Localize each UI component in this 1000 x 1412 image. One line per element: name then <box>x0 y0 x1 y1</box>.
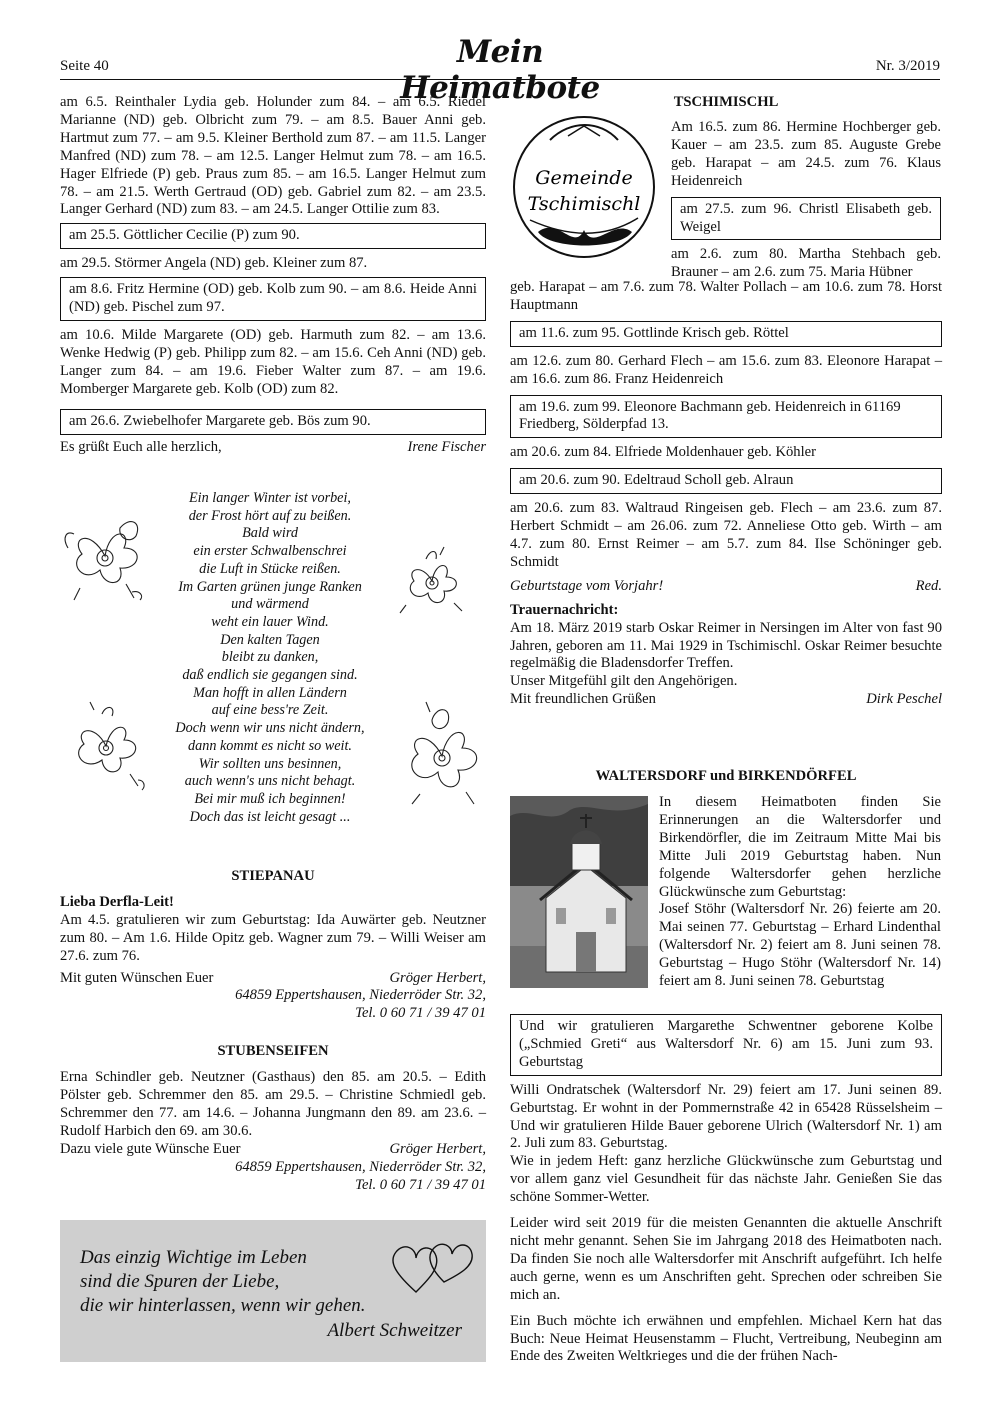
stiepanau-author: Gröger Herbert, <box>389 969 486 986</box>
greeting: Es grüßt Euch alle herzlich, <box>60 438 222 455</box>
quote-line: sind die Spuren der Liebe, <box>80 1271 280 1292</box>
poem-line: Doch das ist leicht gesagt ... <box>189 808 351 825</box>
poem-line: Doch wenn wir uns nicht ändern, <box>175 720 365 737</box>
quote-line: die wir hinterlassen, wenn wir gehen. <box>80 1295 366 1316</box>
tschimischl-para-4: am 20.6. zum 84. Elfriede Moldenhauer geb. Köhler <box>510 444 816 461</box>
poem-line: und wärmend <box>231 596 309 613</box>
birthday-list-june: am 10.6. Milde Margarete (OD) geb. Harmuth zum 82. – am 13.6. Wenke Hedwig (P) geb. Philipp zum 82. – am 15.6. Ceh Anni (ND) geb. Langer zum 84. – am 19.6. Fieber Walter zum 87. – am 19.6. Momberger Margarete geb. Kolb (OD) zum 82. <box>60 326 486 397</box>
emblem-line-2: Tschimischl <box>527 193 641 215</box>
stubenseifen-address: 64859 Eppertshausen, Niederröder Str. 32, <box>235 1158 486 1175</box>
waltersdorf-box: Und wir gratulieren Margarethe Schwentner geborene Kolbe („Schmied Greti“ aus Waltersdorf Nr. 6) am 15. Juni zum 93. Geburtstag <box>510 1014 942 1076</box>
birthday-note-author: Red. <box>915 577 942 594</box>
waltersdorf-top <box>659 794 941 991</box>
section-title-stubenseifen: STUBENSEIFEN <box>217 1043 329 1060</box>
tschimischl-para-2b: geb. Harapat – am 7.6. zum 78. Walter Pollach – am 10.6. zum 78. Horst Hauptmann <box>510 279 942 313</box>
highlight-box-1: am 25.5. Göttlicher Cecilie (P) zum 90. <box>60 223 486 249</box>
left-column <box>60 94 486 456</box>
waltersdorf-para-3: Wie in jedem Heft: ganz herzliche Glückwünsche zum Geburtstag und vor allem ganz viel Gesundheit für das nächste Jahr. Genießen Sie das schöne Sommer-Wetter. <box>510 1153 942 1206</box>
waltersdorf-para-5: Ein Buch möchte ich erwähnen und empfehlen. Michael Kern hat das Buch: Neue Heimat Heusenstamm – Flucht, Vertreibung, Neubeginn am Ende des Zweiten Weltkrieges und die der frühen Nach- <box>510 1312 942 1365</box>
poem-line: die Luft in Stücke reißen. <box>199 560 341 577</box>
stiepanau-salutation: Lieba Derfla-Leit! <box>60 893 174 910</box>
sympathy-text: Unser Mitgefühl gilt den Angehörigen. <box>510 673 738 690</box>
poem-line: Im Garten grünen junge Ranken <box>178 578 362 595</box>
waltersdorf-para-2: Willi Ondratschek (Waltersdorf Nr. 29) feiert am 17. Juni seinen 89. Geburtstag. Er wohnt in der Pommernstraße 42 in 65428 Rüsselsheim – Und wir gratulieren Hilde Bauer geborene Ulrich (Waltersdorf Nr. 1) am 2. Juli zum 83. Geburtstag. <box>510 1081 942 1152</box>
stiepanau-tel: Tel. 0 60 71 / 39 47 01 <box>355 1005 486 1022</box>
mourning-title: Trauernachricht: <box>510 601 619 618</box>
birthday-line: am 29.5. Störmer Angela (ND) geb. Kleiner zum 87. <box>60 255 368 272</box>
poem-line: dann kommt es nicht so weit. <box>188 737 352 754</box>
masthead-title: Mein Heimatbote <box>400 34 600 106</box>
stiepanau-text: Am 4.5. gratulieren wir zum Geburtstag: Ida Auwärter geb. Neutzner zum 80. – Am 1.6. Hilde Opitz geb. Wagner zum 79. – Willi Weiser am 27.6. zum 76. <box>60 911 486 964</box>
regards-author: Dirk Peschel <box>866 691 942 708</box>
poem-line: ein erster Schwalbenschrei <box>193 543 347 560</box>
poem-line: weht ein lauer Wind. <box>211 613 329 630</box>
poem-line: Bald wird <box>242 525 298 542</box>
quote-box <box>60 1220 486 1362</box>
flower-illustration-icon <box>396 545 468 615</box>
tschimischl-para-2a: am 2.6. zum 80. Martha Stehbach geb. Brauner – am 2.6. zum 75. Maria Hübner <box>671 246 941 281</box>
tschimischl-box-1: am 27.5. zum 96. Christl Elisabeth geb. Weigel <box>671 197 941 241</box>
municipality-emblem-icon <box>510 112 658 262</box>
waltersdorf-para-1: Josef Stöhr (Waltersdorf Nr. 26) feierte am 20. Mai seinen 77. Geburtstag – Erhard Lindenthal (Waltersdorf Nr. 2) feiert am 8. Juni seinen 78. Geburtstag – Hugo Stöhr (Waltersdorf Nr. 14) feiert am 8. Juni seinen 78. Geburtstag <box>659 901 941 990</box>
flower-illustration-icon <box>396 698 488 808</box>
hearts-icon <box>386 1234 480 1298</box>
tschimischl-para-5: am 20.6. zum 83. Waltraud Ringeisen geb. Flech – am 23.6. zum 87. Herbert Schmidt – am 26.06. zum 72. Anneliese Otto geb. Wirth – am 4.7. zum 80. Ernst Reimer – am 5.7. zum 84. Ilse Schöninger geb. Schmidt <box>510 500 942 570</box>
highlight-box-2: am 8.6. Fritz Hermine (OD) geb. Kolb zum 90. – am 8.6. Heide Anni (ND) geb. Pischel zum 97. <box>60 277 486 321</box>
section-title-waltersdorf: WALTERSDORF und BIRKENDÖRFEL <box>595 768 857 784</box>
waltersdorf-intro: In diesem Heimatboten finden Sie Erinnerungen an die Waltersdorfer und Birkendörfler, die im Zeitraum Mitte Mai bis Mitte Juli 2019 Geburtstag haben. Nun folgende Waltersdorfer gehen herzliche Glückwünsche zum Geburtstag: <box>659 794 941 900</box>
quote-text <box>80 1246 366 1318</box>
stubenseifen-tel: Tel. 0 60 71 / 39 47 01 <box>355 1176 486 1193</box>
poem <box>150 490 390 826</box>
poem-line: der Frost hört auf zu beißen. <box>188 507 352 524</box>
quote-line: Das einzig Wichtige im Leben <box>80 1247 307 1268</box>
tschimischl-para-3: am 12.6. zum 80. Gerhard Flech – am 15.6. zum 83. Eleonore Harapat – am 16.6. zum 86. Franz Heidenreich <box>510 352 942 387</box>
birthday-list-may: am 6.5. Reinthaler Lydia geb. Holunder zum 84. – am 6.5. Riedel Marianne (ND) geb. Olbricht zum 79. – am 8.5. Bauer Anni geb. Hartmut zum 77. – am 9.5. Kleiner Berthold zum 87. – am 11.5. Langer Manfred (ND) zum 78. – am 12.5. Langer Helmut zum 78. – am 16.5. Hager Elfriede (P) geb. Praus zum 85. – am 16.5. Langer Helmut zum 78. – am 21.5. Werth Gertraud (OD) geb. Gabriel zum 82. – am 23.5. Langer Gerhard (ND) zum 83. – am 24.5. Langer Ottilie zum 83. <box>60 94 486 218</box>
header-rule <box>60 79 940 80</box>
highlight-box-3: am 26.6. Zwiebelhofer Margarete geb. Bös zum 90. <box>60 409 486 435</box>
flower-illustration-icon <box>64 700 148 792</box>
tschimischl-box-2: am 11.6. zum 95. Gottlinde Krisch geb. Röttel <box>510 321 942 347</box>
poem-line: daß endlich sie gegangen sind. <box>182 667 358 684</box>
stubenseifen-author: Gröger Herbert, <box>389 1140 486 1157</box>
poem-line: Den kalten Tagen <box>220 631 320 648</box>
stiepanau-closing: Mit guten Wünschen Euer <box>60 969 214 986</box>
tschimischl-box-3: am 19.6. zum 99. Eleonore Bachmann geb. Heidenreich in 61169 Friedberg, Sölderpfad 13. <box>510 395 942 439</box>
poem-line: auf eine bess're Zeit. <box>211 702 329 719</box>
quote-author: Albert Schweitzer <box>327 1320 462 1341</box>
poem-line: Man hofft in allen Ländern <box>193 684 347 701</box>
flower-illustration-icon <box>60 508 150 604</box>
tschimischl-box-4: am 20.6. zum 90. Edeltraud Scholl geb. Alraun <box>510 468 942 494</box>
birthday-note: Geburtstage vom Vorjahr! <box>510 577 664 594</box>
tschimischl-main <box>510 279 942 709</box>
waltersdorf-main <box>510 1014 942 1366</box>
stiepanau-section <box>60 868 486 1195</box>
issue-number: Nr. 3/2019 <box>875 58 940 74</box>
page-number: Seite 40 <box>60 58 109 74</box>
chapel-photo <box>510 796 648 988</box>
stubenseifen-text: Erna Schindler geb. Neutzner (Gasthaus) den 85. am 20.5. – Edith Pölster geb. Schremmer den 85. am 29.5. – Christine Schmiedl geb. Schremmer den 77. am 14.6. – Johanna Jungmann den 89. am 23.6. – Rudolf Harbich den 69. am 30.6. <box>60 1069 486 1139</box>
stubenseifen-closing: Dazu viele gute Wünsche Euer <box>60 1140 241 1157</box>
poem-line: Wir sollten uns besinnen, <box>198 755 342 772</box>
section-title-stiepanau: STIEPANAU <box>231 868 315 884</box>
greeting-author: Irene Fischer <box>407 438 486 455</box>
emblem-line-1: Gemeinde <box>535 167 633 189</box>
poem-line: Bei mir muß ich beginnen! <box>194 790 346 807</box>
stiepanau-address: 64859 Eppertshausen, Niederröder Str. 32, <box>235 987 486 1004</box>
poem-line: auch wenn's uns nicht behagt. <box>184 773 356 790</box>
waltersdorf-para-4: Leider wird seit 2019 für die meisten Genannten die aktuelle Anschrift nicht mehr genannt. Sehen Sie im Jahrgang 2018 des Heimatboten nach. Da finden Sie noch alle Waltersdorfer mit Anschrift aufgeführt. Ich helfe auch gerne, wenn es um Anschriften geht. Sprechen oder schreiben Sie mich an. <box>510 1215 942 1303</box>
poem-line: bleibt zu danken, <box>221 649 319 666</box>
poem-line: Ein langer Winter ist vorbei, <box>189 490 351 506</box>
regards: Mit freundlichen Grüßen <box>510 691 656 708</box>
tschimischl-top <box>671 119 941 282</box>
mourning-text: Am 18. März 2019 starb Oskar Reimer in Nersingen im Alter von fast 90 Jahren, geboren am 11. Mai 1929 in Tschimischl. Oskar Reimer besuchte regelmäßig die Bladensdorfer Treffen. <box>510 619 942 672</box>
tschimischl-para-1: Am 16.5. zum 86. Hermine Hochberger geb. Kauer – am 23.5. zum 85. Auguste Grebe geb. Harapat – am 24.5. zum 76. Klaus Heidenreich <box>671 119 941 189</box>
section-title-tschimischl: TSCHIMISCHL <box>673 94 779 110</box>
